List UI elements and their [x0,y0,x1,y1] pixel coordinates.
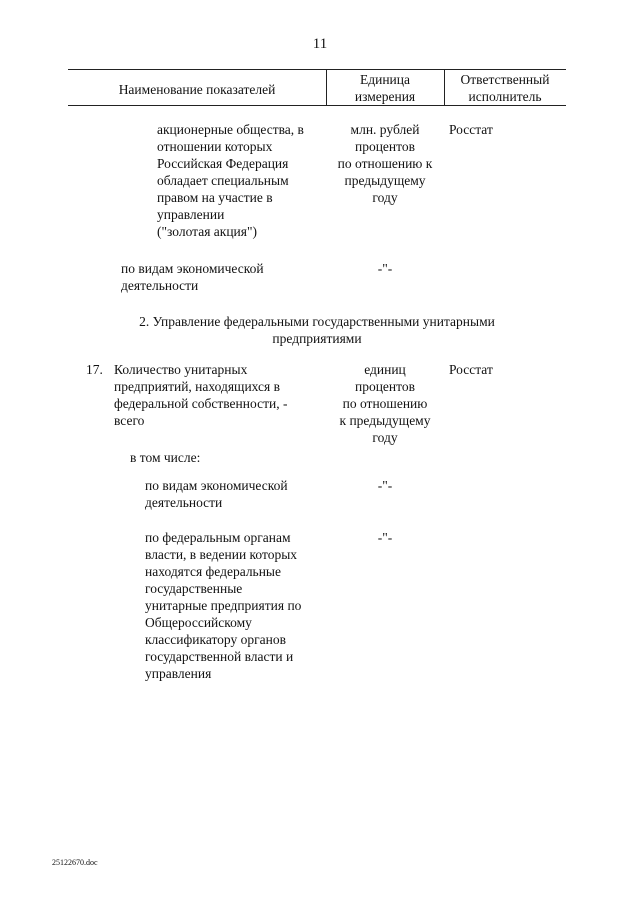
unit-of-measure [326,121,444,206]
text-line: федеральной собственности, - [114,396,288,411]
document-filename: 25122670.doc [52,858,98,867]
text-line: власти, в ведении которых [145,547,298,562]
text-line: единиц [364,362,406,377]
header-top-rule [68,69,566,70]
unit-of-measure: -"- [377,478,393,493]
text-line: по федеральным органам [145,530,291,545]
text-line: Количество унитарных [114,362,248,377]
text-line: по видам экономической [145,478,288,493]
text-line: процентов [354,379,415,394]
text-line: обладает специальным [157,173,289,188]
text-line: млн. рублей [350,122,420,137]
text-line: государственные [145,581,243,596]
indicator-name [145,477,325,511]
page-number: 11 [312,36,328,52]
column-header-name: Наименование показателей [118,82,276,97]
section-heading-line: предприятиями [272,331,362,346]
text-line: управления [145,666,212,681]
indicator-name [145,529,325,682]
text-line: по отношению [342,396,428,411]
text-line: всего [114,413,145,428]
text-line: государственной власти и [145,649,294,664]
section-heading-line: 2. Управление федеральными государственными унитарными [139,314,495,329]
text-line: Российская Федерация [157,156,289,171]
unit-of-measure: -"- [377,261,393,276]
text-line: ("золотая акция") [157,224,257,239]
text-line: году [372,190,398,205]
row-number: 17. [86,362,103,377]
column-header-executor: Ответственный [460,72,550,87]
text-line: предыдущему [344,173,426,188]
text-line: процентов [354,139,415,154]
indicator-name [121,260,321,294]
text-line: деятельности [121,278,199,293]
unit-of-measure: -"- [377,530,393,545]
column-header-unit: измерения [354,89,416,104]
text-line: к предыдущему [339,413,431,428]
responsible-executor: Росстат [449,122,493,137]
text-line: предприятий, находящихся в [114,379,280,394]
text-line: году [372,430,398,445]
text-line: по отношению к [337,156,433,171]
column-header-unit: Единица [359,72,410,87]
text-line: классификатору органов [145,632,287,647]
unit-of-measure [326,361,444,446]
text-line: по видам экономической [121,261,264,276]
text-line: унитарные предприятия по [145,598,302,613]
text-line: деятельности [145,495,223,510]
text-line: находятся федеральные [145,564,281,579]
text-line: отношении которых [157,139,273,154]
header-bottom-rule [68,105,566,106]
column-header-executor: исполнитель [468,89,542,104]
text-line: управлении [157,207,225,222]
indicator-name [157,121,327,240]
text-line: акционерные общества, в [157,122,304,137]
including-label: в том числе: [130,450,201,465]
indicator-name [114,361,324,429]
text-line: Общероссийскому [145,615,252,630]
responsible-executor: Росстат [449,362,493,377]
text-line: правом на участие в [157,190,273,205]
